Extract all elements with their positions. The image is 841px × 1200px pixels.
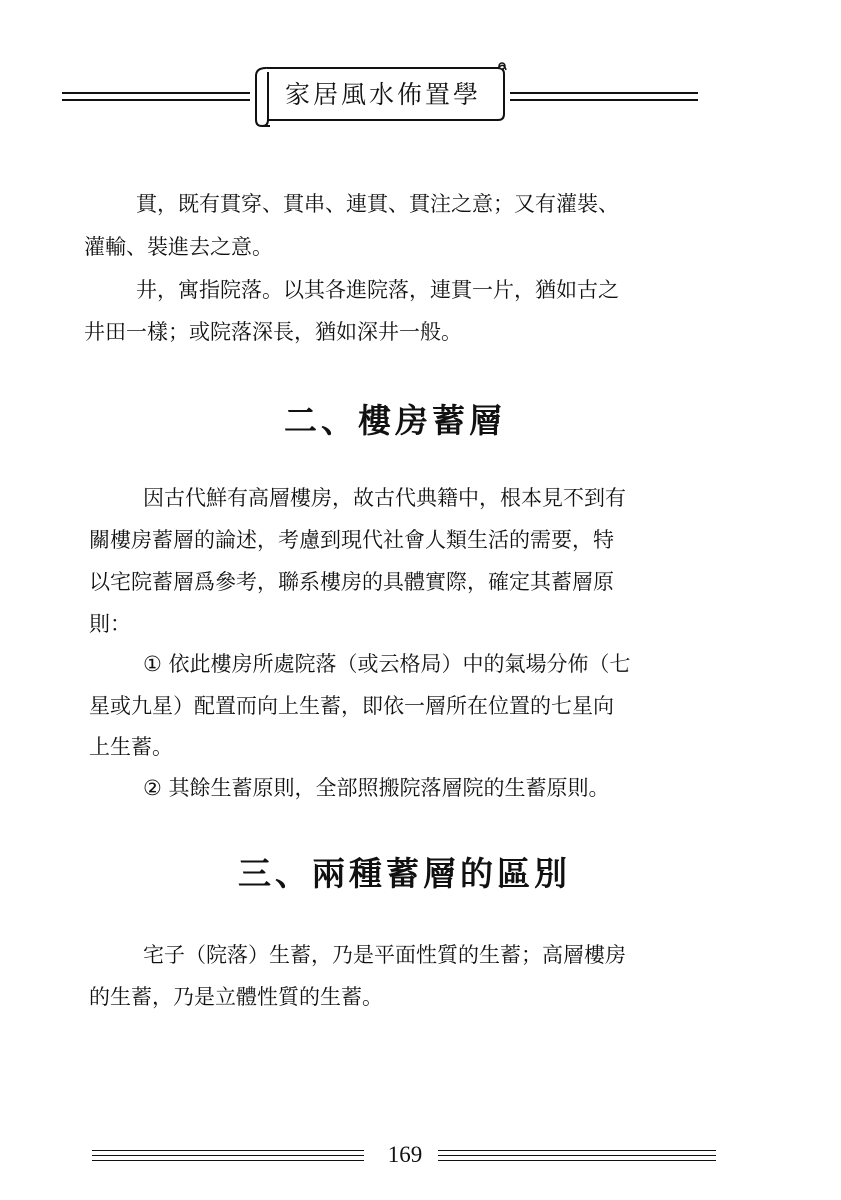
- list-item-line: ① 依此樓房所處院落（或云格局）中的氣場分佈（七: [143, 652, 631, 676]
- running-header-title: 家居風水佈置學: [284, 80, 481, 109]
- footer-rule-right: [438, 1150, 716, 1151]
- section-heading: 二、樓房蓄層: [284, 401, 506, 440]
- footer-rule-left: [92, 1150, 364, 1151]
- list-item-line: ② 其餘生蓄原則，全部照搬院落層院的生蓄原則。: [143, 776, 610, 800]
- footer-rule-right: [438, 1160, 716, 1161]
- footer-rule-right: [438, 1155, 716, 1156]
- paragraph-line: 以宅院蓄層爲參考，聯系樓房的具體實際，確定其蓄層原: [89, 570, 614, 594]
- header-rule-left: [62, 92, 250, 94]
- footer-rule-left: [92, 1155, 364, 1156]
- page-number: 169: [387, 1142, 423, 1167]
- list-item-line: 星或九星）配置而向上生蓄，即依一層所在位置的七星向: [89, 694, 614, 718]
- header-rule-right: [510, 99, 698, 101]
- paragraph-line: 宅子（院落）生蓄，乃是平面性質的生蓄；高層樓房: [143, 943, 626, 967]
- footer-rule-left: [92, 1160, 364, 1161]
- header-rule-left: [62, 99, 250, 101]
- paragraph-line: 井，寓指院落。以其各進院落，連貫一片，猶如古之: [136, 278, 619, 302]
- paragraph-line: 則：: [89, 612, 131, 636]
- paragraph-line: 灌輸、裝進去之意。: [84, 235, 273, 259]
- paragraph-line: 井田一樣；或院落深長，猶如深井一般。: [84, 320, 462, 344]
- paragraph-line: 因古代鮮有高層樓房，故古代典籍中，根本見不到有: [143, 486, 626, 510]
- header-rule-right: [510, 92, 698, 94]
- paragraph-line: 關樓房蓄層的論述，考慮到現代社會人類生活的需要，特: [89, 528, 614, 552]
- list-item-line: 上生蓄。: [89, 735, 173, 759]
- section-heading: 三、兩種蓄層的區別: [238, 854, 571, 893]
- paragraph-line: 貫，既有貫穿、貫串、連貫、貫注之意；又有灌裝、: [136, 192, 619, 216]
- paragraph-line: 的生蓄，乃是立體性質的生蓄。: [89, 985, 383, 1009]
